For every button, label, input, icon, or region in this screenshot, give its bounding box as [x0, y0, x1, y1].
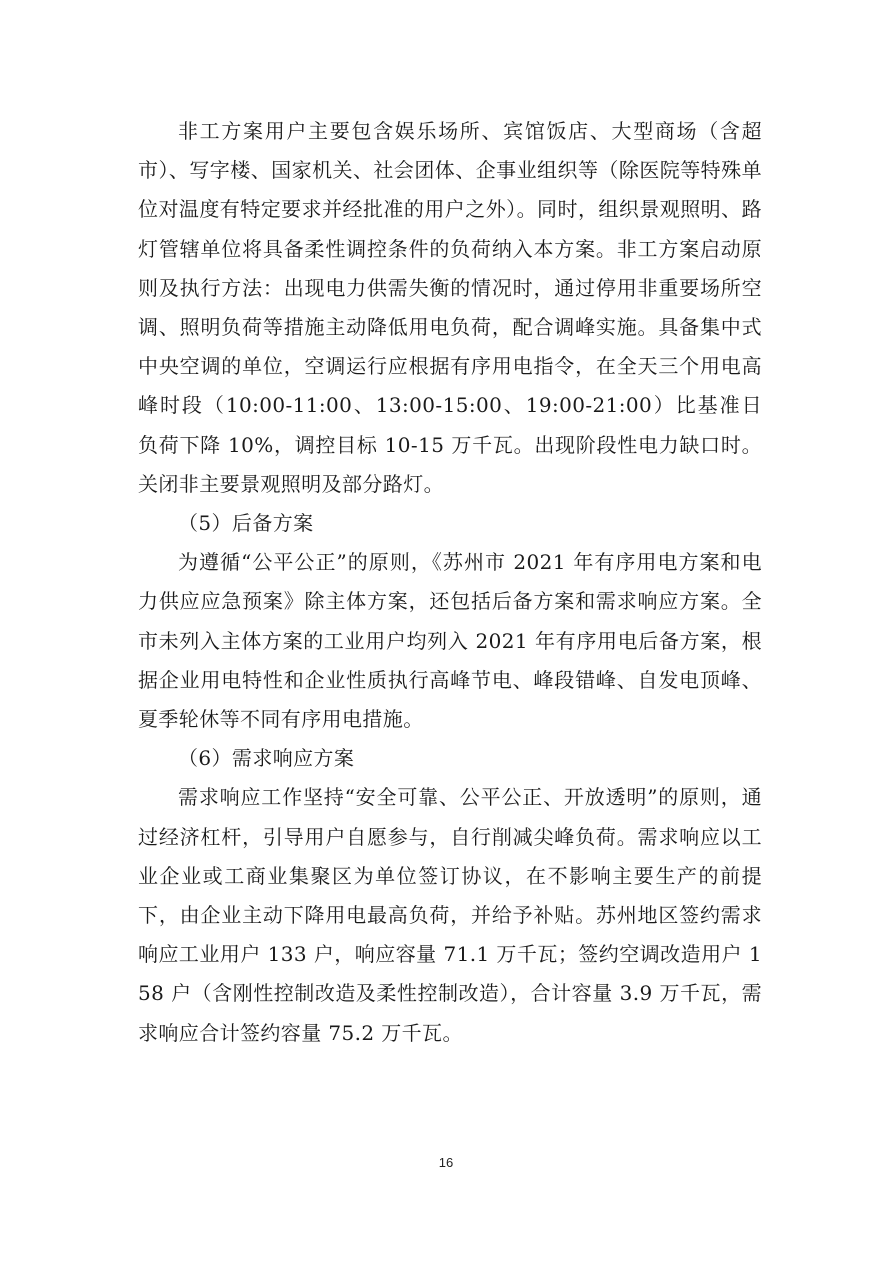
- heading-backup-plan: （5）后备方案: [178, 511, 314, 536]
- page-number: 16: [438, 1155, 454, 1170]
- paragraph-backup-plan: 为遵循“公平公正”的原则，《苏州市 2021 年有序用电方案和电力供应应急预案》除主体方案，还包括后备方案和需求响应方案。全市未列入主体方案的工业用户均列入 2021 年有序用电后备方案，根据企业用电特性和企业性质执行高峰节电、峰段错峰、自发电顶峰、夏季轮休等不同有序用电措施。: [138, 550, 762, 732]
- paragraph-demand-response-plan: 需求响应工作坚持“安全可靠、公平公正、开放透明”的原则，通过经济杠杆，引导用户自愿参与，自行削减尖峰负荷。需求响应以工业企业或工商业集聚区为单位签订协议，在不影响主要生产的前提下，由企业主动下降用电最高负荷，并给予补贴。苏州地区签约需求响应工业用户 133 户，响应容量 71.1 万千瓦；签约空调改造用户 158 户（含刚性控制改造及柔性控制改造），合计容量 3.9 万千瓦，需求响应合计签约容量 75.2 万千瓦。: [138, 785, 762, 1045]
- document-body: [138, 112, 762, 1053]
- heading-demand-response-plan: （6）需求响应方案: [178, 746, 355, 771]
- paragraph-non-industrial-plan: 非工方案用户主要包含娱乐场所、宾馆饭店、大型商场（含超市）、写字楼、国家机关、社会团体、企事业组织等（除医院等特殊单位对温度有特定要求并经批准的用户之外）。同时，组织景观照明、路灯管辖单位将具备柔性调控条件的负荷纳入本方案。非工方案启动原则及执行方法：出现电力供需失衡的情况时，通过停用非重要场所空调、照明负荷等措施主动降低用电负荷，配合调峰实施。具备集中式中央空调的单位，空调运行应根据有序用电指令，在全天三个用电高峰时段（10:00-11:00、13:00-15:00、19:00-21:00）比基准日负荷下降 10%，调控目标 10-15 万千瓦。出现阶段性电力缺口时。关闭非主要景观照明及部分路灯。: [138, 119, 762, 496]
